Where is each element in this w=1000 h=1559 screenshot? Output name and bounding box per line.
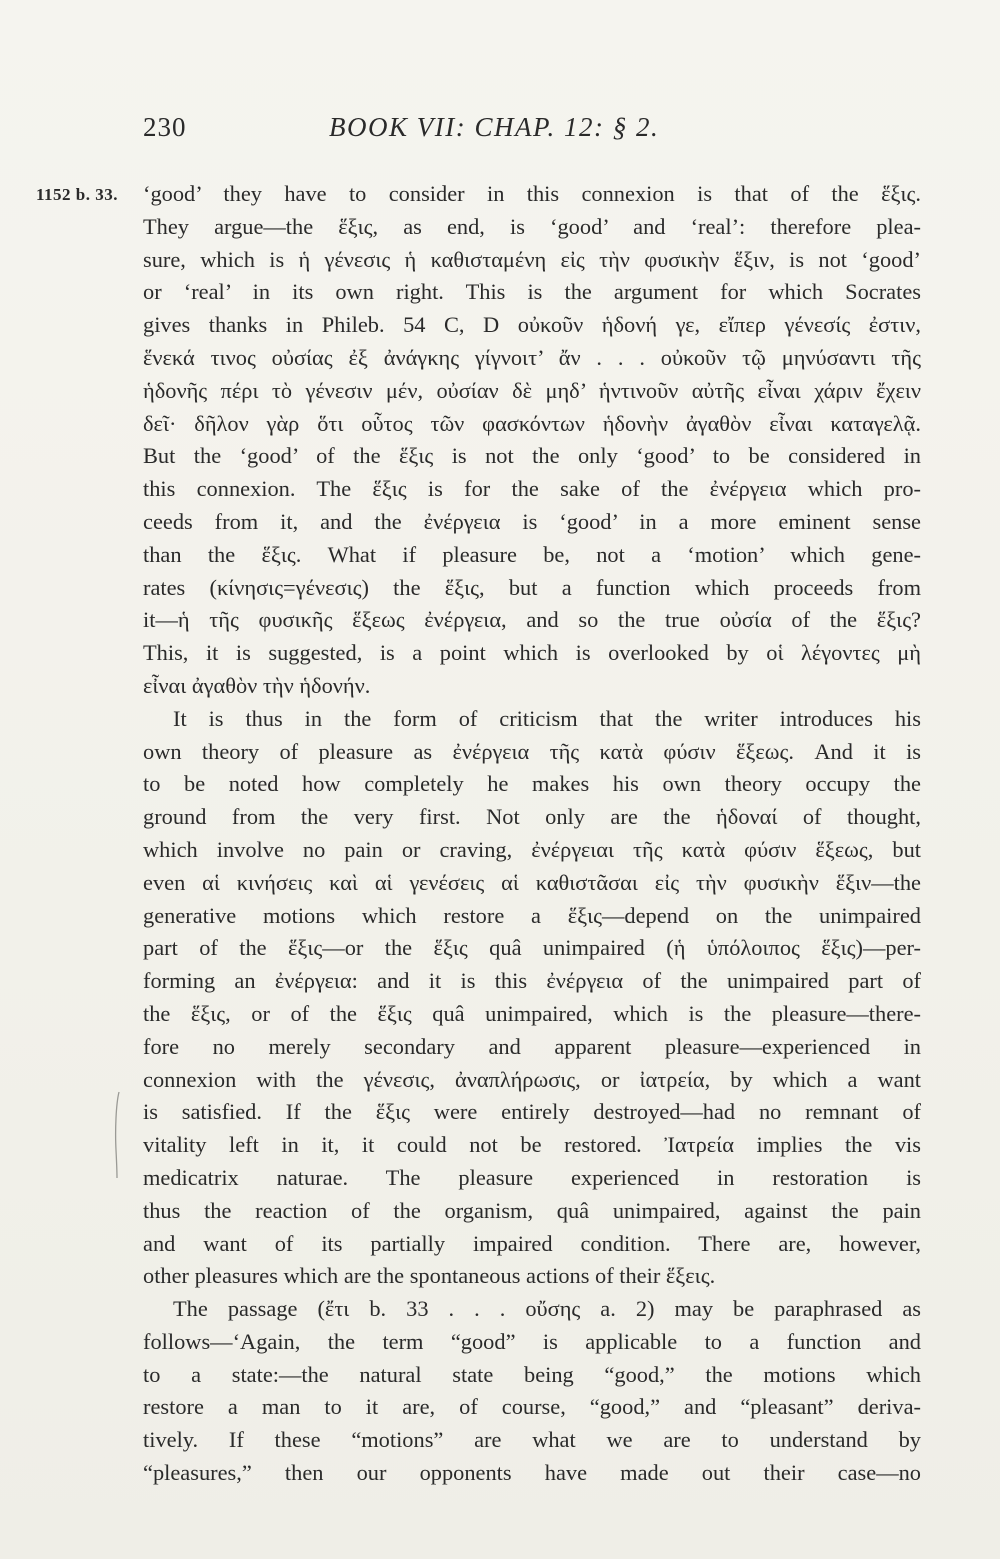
text-line: This, it is suggested, is a point which is overlooked by οἱ λέγοντες μὴ bbox=[143, 640, 921, 666]
text-line: εἶναι ἀγαθὸν τὴν ἡδονήν. bbox=[143, 672, 371, 698]
text-line: tively. If these “motions” are what we are to understand by bbox=[143, 1427, 921, 1453]
text-line: this connexion. The ἕξις is for the sake of the ἐνέργεια which pro- bbox=[143, 476, 921, 502]
text-line: which involve no pain or craving, ἐνέργειαι τῆς κατὰ φύσιν ἕξεως, but bbox=[143, 836, 921, 862]
page-number: 230 bbox=[143, 112, 187, 142]
page-header bbox=[143, 112, 923, 152]
text-line: rates (κίνησις=γένεσις) the ἕξις, but a function which proceeds from bbox=[143, 574, 921, 600]
text-line: ground from the very first. Not only are the ἡδοναί of thought, bbox=[143, 804, 921, 830]
text-line: connexion with the γένεσις, ἀναπλήρωσις, or ἰατρεία, by which a want bbox=[143, 1066, 921, 1092]
text-line: is satisfied. If the ἕξις were entirely destroyed—had no remnant of bbox=[143, 1099, 921, 1125]
text-line: to a state:—the natural state being “good,” the motions which bbox=[143, 1361, 921, 1387]
text-line: and want of its partially impaired condition. There are, however, bbox=[143, 1230, 921, 1256]
text-line: ‘good’ they have to consider in this connexion is that of the ἕξις. bbox=[143, 181, 921, 206]
text-line: other pleasures which are the spontaneous actions of their ἕξεις. bbox=[143, 1263, 716, 1289]
text-line: medicatrix naturae. The pleasure experienced in restoration is bbox=[143, 1164, 921, 1190]
text-line: fore no merely secondary and apparent pleasure—experienced in bbox=[143, 1033, 921, 1059]
text-line: They argue—the ἕξις, as end, is ‘good’ and ‘real’: therefore plea- bbox=[143, 213, 921, 239]
text-line: or ‘real’ in its own right. This is the argument for which Socrates bbox=[143, 279, 921, 305]
paragraph-first-line: It is thus in the form of criticism that the writer introduces his bbox=[173, 705, 921, 731]
text-line: thus the reaction of the organism, quâ unimpaired, against the pain bbox=[143, 1197, 921, 1223]
pencil-margin-mark bbox=[113, 1090, 123, 1180]
text-line: ceeds from it, and the ἐνέργεια is ‘good’ in a more eminent sense bbox=[143, 508, 921, 534]
text-line: forming an ἐνέργεια: and it is this ἐνέργεια of the unimpaired part of bbox=[143, 968, 921, 994]
text-line: own theory of pleasure as ἐνέργεια τῆς κατὰ φύσιν ἕξεως. And it is bbox=[143, 738, 921, 764]
text-line: ἕνεκά τινος οὐσίας ἐξ ἀνάγκης γίγνοιτ’ ἄν . . . οὐκοῦν τῷ μηνύσαντι τῆς bbox=[143, 344, 921, 370]
text-line: But the ‘good’ of the ἕξις is not the only ‘good’ to be considered in bbox=[143, 443, 921, 469]
text-line: than the ἕξις. What if pleasure be, not a ‘motion’ which gene- bbox=[143, 541, 921, 567]
text-line: ἡδονῆς πέρι τὸ γένεσιν μέν, οὐσίαν δὲ μηδ’ ἡντινοῦν αὐτῆς εἶναι χάριν ἔχειν bbox=[143, 377, 921, 403]
running-title: BOOK VII: CHAP. 12: § 2. bbox=[329, 112, 660, 142]
text-line: restore a man to it are, of course, “good,” and “pleasant” deriva- bbox=[143, 1394, 921, 1420]
text-line: it—ἡ τῆς φυσικῆς ἕξεως ἐνέργεια, and so the true οὐσία of the ἕξις? bbox=[143, 607, 921, 633]
text-line: gives thanks in Phileb. 54 C, D οὐκοῦν ἡδονή γε, εἴπερ γένεσίς ἐστιν, bbox=[143, 312, 921, 338]
text-line: sure, which is ἡ γένεσις ἡ καθισταμένη εἰς τὴν φυσικὴν ἕξιν, is not ‘good’ bbox=[143, 246, 921, 272]
text-line: part of the ἕξις—or the ἕξις quâ unimpaired (ἡ ὑπόλοιπος ἕξις)—per- bbox=[143, 935, 921, 961]
text-line: even αἱ κινήσεις καὶ αἱ γενέσεις αἱ καθιστᾶσαι εἰς τὴν φυσικὴν ἕξιν—the bbox=[143, 869, 921, 895]
text-line: follows—‘Again, the term “good” is applicable to a function and bbox=[143, 1328, 921, 1354]
text-line: to be noted how completely he makes his own theory occupy the bbox=[143, 771, 921, 797]
text-line: δεῖ· δῆλον γὰρ ὅτι οὗτος τῶν φασκόντων ἡδονὴν ἀγαθὸν εἶναι καταγελᾷ. bbox=[143, 410, 921, 436]
margin-reference: 1152 b. 33. bbox=[36, 185, 119, 204]
body-text bbox=[143, 178, 921, 1490]
text-line: “pleasures,” then our opponents have made out their case—no bbox=[143, 1460, 921, 1486]
paragraph-first-line: The passage (ἔτι b. 33 . . . οὔσης a. 2) may be paraphrased as bbox=[173, 1296, 921, 1322]
text-line: the ἕξις, or of the ἕξις quâ unimpaired, which is the pleasure—there- bbox=[143, 1000, 921, 1026]
text-line: generative motions which restore a ἕξις—depend on the unimpaired bbox=[143, 902, 921, 928]
text-line: vitality left in it, it could not be restored. Ἰατρεία implies the vis bbox=[143, 1132, 921, 1158]
